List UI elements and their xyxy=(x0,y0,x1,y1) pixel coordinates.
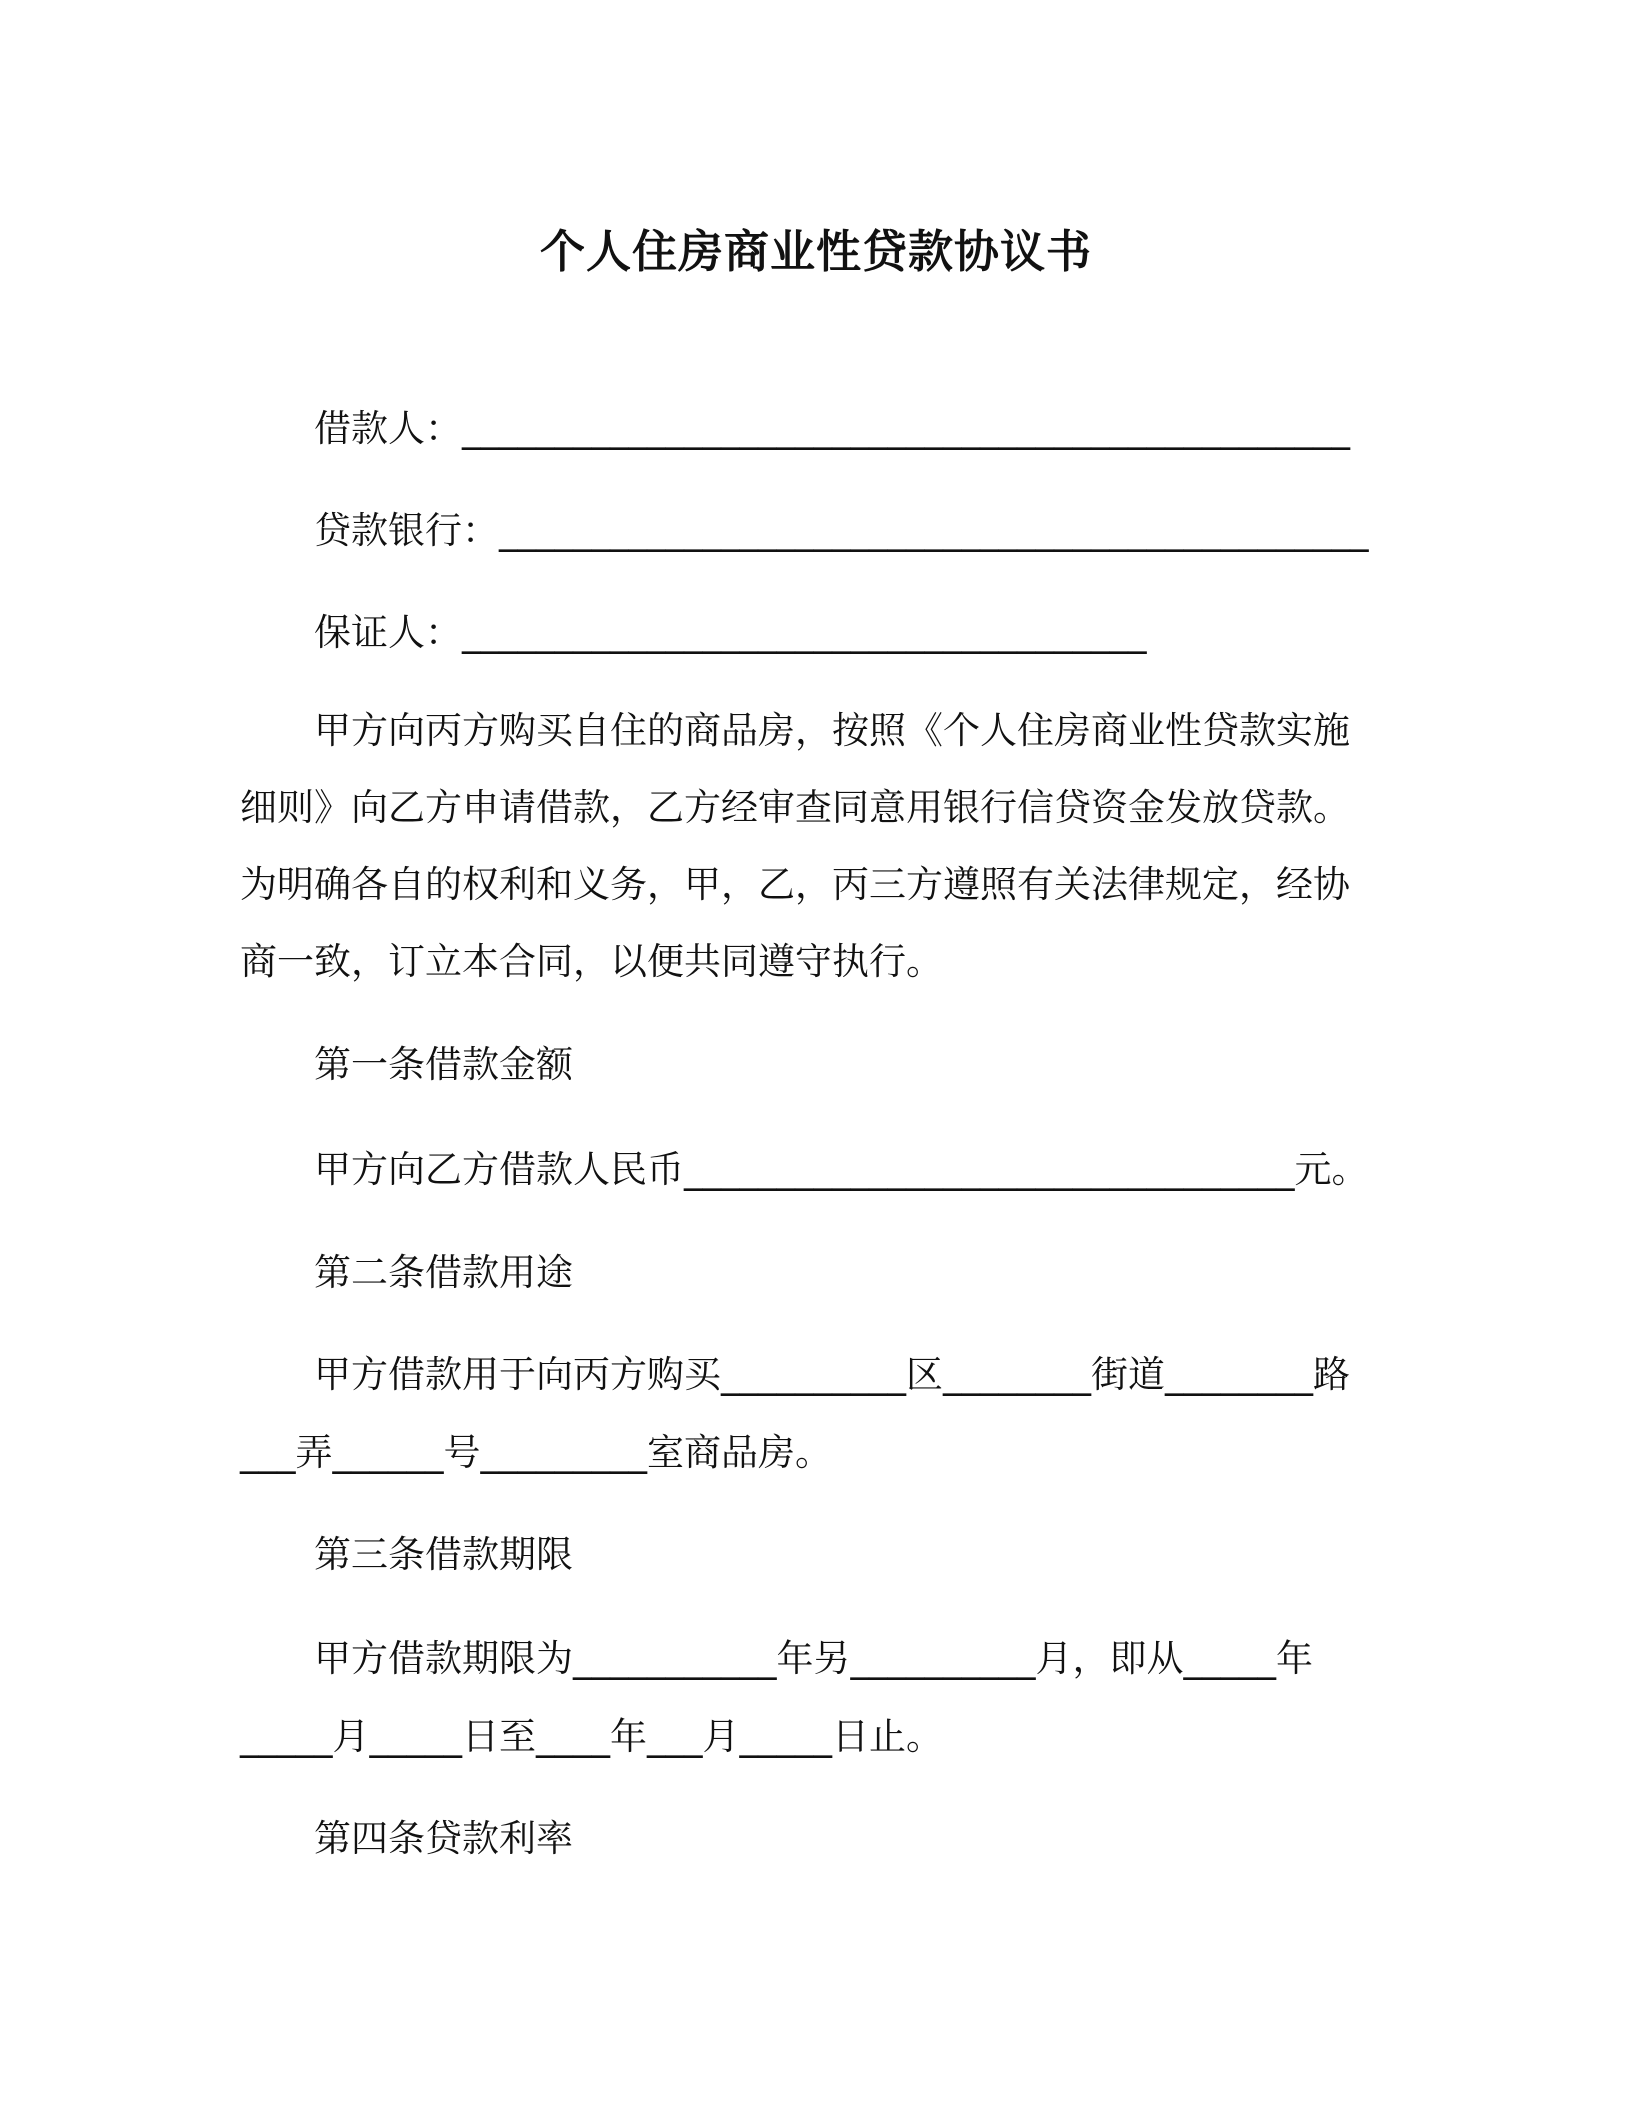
article-3-text-line1: 甲方借款期限为___________年另__________月，即从_____年 xyxy=(314,1637,1313,1680)
article-2-heading: 第二条借款用途 xyxy=(314,1251,573,1294)
article-1-heading: 第一条借款金额 xyxy=(314,1043,573,1086)
borrower-field: 借款人：________________________________________________ xyxy=(314,407,1350,450)
article-2-text-line1: 甲方借款用于向丙方购买__________区________街道________路 xyxy=(314,1353,1350,1396)
guarantor-field: 保证人：_____________________________________ xyxy=(314,611,1147,654)
document-title: 个人住房商业性贷款协议书 xyxy=(539,225,1092,278)
intro-paragraph: 甲方向丙方购买自住的商品房，按照《个人住房商业性贷款实施细则》向乙方申请借款，乙方经审查同意用银行信贷资金发放贷款。为明确各自的权利和义务，甲，乙，丙三方遵照有关法律规定，经协商一致，订立本合同，以便共同遵守执行。 xyxy=(240,709,1350,983)
article-4-heading: 第四条贷款利率 xyxy=(314,1817,573,1860)
article-1-text: 甲方向乙方借款人民币_________________________________元。 xyxy=(314,1148,1369,1191)
article-3-heading: 第三条借款期限 xyxy=(314,1533,573,1576)
bank-field: 贷款银行：_______________________________________________ xyxy=(314,509,1369,552)
article-2-text-line2: ___弄______号_________室商品房。 xyxy=(240,1431,832,1474)
article-3-text-line2: _____月_____日至____年___月_____日止。 xyxy=(240,1715,943,1758)
